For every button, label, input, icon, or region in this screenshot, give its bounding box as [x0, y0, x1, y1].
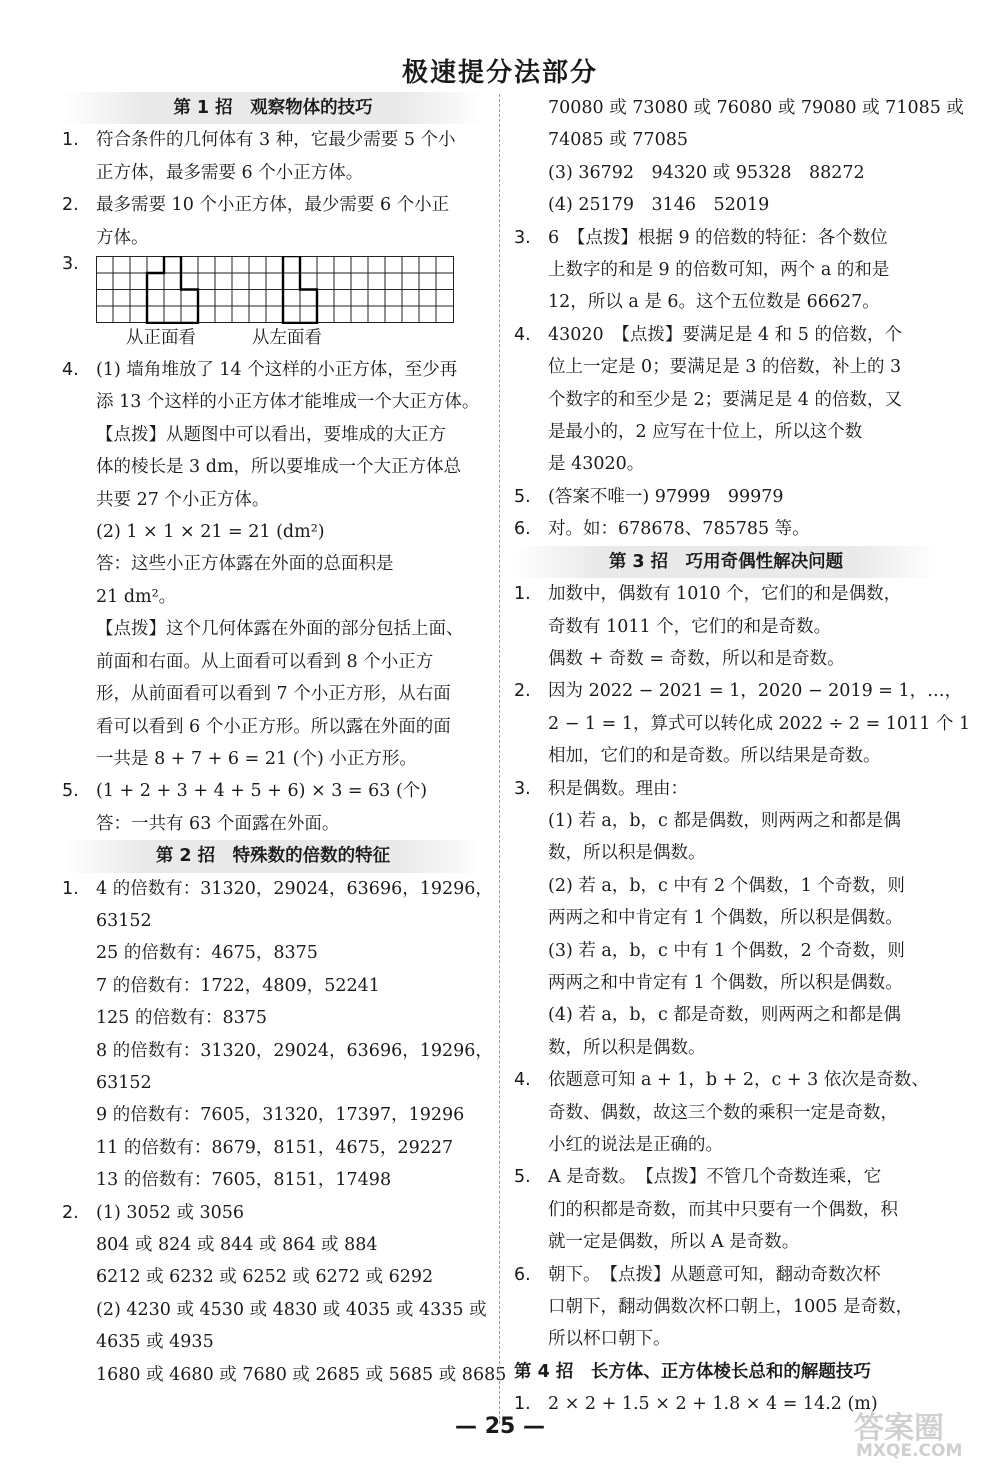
hint-line: 形，从前面看可以看到 7 个小正方形，从右面 [96, 684, 451, 705]
answer-line: (1) 若 a，b，c 都是偶数，则两两之和都是偶 [548, 810, 901, 831]
question-number: 4. [514, 1070, 531, 1091]
question-number: 4. [62, 360, 79, 381]
answer-line: 4 的倍数有：31320，29024，63696，19296， [96, 878, 493, 899]
answer-line: 8 的倍数有：31320，29024，63696，19296， [96, 1040, 493, 1061]
answer-line: 加数中，偶数有 1010 个，它们的和是偶数， [548, 584, 902, 605]
s2-question-2 [62, 1197, 507, 1391]
answer-line: 9 的倍数有：7605，31320，17397，19296 [96, 1105, 465, 1126]
answer-line: (1) 墙角堆放了 14 个这样的小正方体，至少再 [96, 360, 458, 381]
hint-line: 前面和右面。从上面看可以看到 8 个小正方 [96, 651, 434, 672]
question-number: 4. [514, 324, 531, 345]
s1-question-5 [62, 775, 484, 840]
answer-line: 12，所以 a 是 6。这个五位数是 66627。 [548, 292, 880, 313]
answer-line: 125 的倍数有：8375 [96, 1008, 268, 1029]
answer-line: 25 的倍数有：4675，8375 [96, 943, 318, 964]
answer-line: 两两之和中肯定有 1 个偶数，所以积是偶数。 [548, 972, 903, 993]
answer-line: 奇数有 1011 个，它们的和是奇数。 [548, 616, 832, 637]
question-number: 3. [514, 227, 531, 248]
answer-line: (1 + 2 + 3 + 4 + 5 + 6) × 3 = 63 (个) [96, 781, 428, 802]
hint-line: 一共是 8 + 7 + 6 = 21 (个) 小正方形。 [96, 748, 417, 769]
answer-line: 相加，它们的和是奇数。所以结果是奇数。 [548, 746, 881, 767]
answer-line: 4635 或 4935 [96, 1332, 214, 1353]
answer-line: 小红的说法是正确的。 [548, 1135, 723, 1155]
section-heading-3: 第 3 招 巧用奇偶性解决问题 [514, 546, 938, 578]
watermark-url: MXQE.COM [856, 1441, 963, 1461]
hint-line: 共要 27 个小正方体。 [96, 489, 270, 510]
question-number: 2. [514, 681, 531, 702]
question-number: 1. [62, 130, 79, 151]
question-number: 5. [514, 486, 531, 507]
question-number: 5. [62, 781, 79, 802]
s2-question-3 [514, 222, 938, 319]
grid-captions [126, 322, 426, 352]
answer-line: 21 dm²。 [96, 586, 177, 607]
answer-line: 对。如：678678、785785 等。 [548, 519, 810, 540]
s1-question-1 [62, 124, 484, 189]
front-view-caption: 从正面看 [126, 328, 196, 349]
answer-line: 74085 或 77085 [548, 130, 688, 151]
answer-line: (2) 1 × 1 × 21 = 21 (dm²) [96, 522, 325, 543]
answer-line: 11 的倍数有：8679，8151，4675，29227 [96, 1137, 454, 1158]
answer-line: 63152 [96, 910, 152, 931]
answer-line: 数，所以积是偶数。 [548, 1037, 706, 1058]
section-heading-2: 第 2 招 特殊数的倍数的特征 [62, 840, 484, 872]
answer-line: 添 13 个这样的小正方体才能堆成一个大正方体。 [96, 392, 480, 413]
answer-line: 方体。 [96, 227, 149, 248]
answer-line: 2 × 2 + 1.5 × 2 + 1.8 × 4 = 14.2 (m) [548, 1394, 878, 1415]
question-number: 2. [62, 195, 79, 216]
answer-line: (2) 若 a，b，c 中有 2 个偶数，1 个奇数，则 [548, 875, 905, 896]
answer-line: (2) 4230 或 4530 或 4830 或 4035 或 4335 或 [96, 1299, 487, 1320]
question-number: 1. [514, 1394, 531, 1415]
question-number: 2. [62, 1202, 79, 1223]
watermark-logo [850, 1403, 980, 1463]
s2-question-5 [514, 481, 938, 513]
answer-line: 数，所以积是偶数。 [548, 843, 706, 864]
answer-line: 因为 2022 − 2021 = 1，2020 − 2019 = 1，…， [548, 681, 963, 702]
section-heading-4: 第 4 招 长方体、正方体棱长总和的解题技巧 [514, 1361, 871, 1382]
page-title: 极速提分法部分 [401, 58, 598, 88]
hint-line: 【点拨】这个几何体露在外面的部分包括上面、 [96, 619, 464, 640]
answer-line: 6212 或 6232 或 6252 或 6272 或 6292 [96, 1267, 434, 1288]
answer-line: 位上一定是 0；要满足是 3 的倍数，补上的 3 [548, 357, 902, 378]
answer-line: 804 或 824 或 844 或 864 或 884 [96, 1235, 378, 1255]
answer-line: 是 43020。 [548, 454, 645, 475]
s2-question-1 [62, 873, 493, 1197]
answer-line: (答案不唯一) 97999 99979 [548, 486, 784, 507]
answer-line: 70080 或 73080 或 76080 或 79080 或 71085 或 [548, 98, 964, 118]
s3-question-3 [514, 773, 938, 1065]
answer-line: 们的积都是奇数，而其中只要有一个偶数，积 [548, 1199, 898, 1220]
s3-question-2 [514, 675, 971, 772]
answer-line: 所以杯口朝下。 [548, 1329, 671, 1350]
s1-question-2 [62, 189, 484, 254]
answer-line: (1) 3052 或 3056 [96, 1202, 245, 1223]
s1-question-3 [62, 254, 484, 354]
answer-line: 朝下。 【点拨】从题意可知，翻动奇数次杯 [548, 1264, 881, 1285]
s3-question-6 [514, 1259, 938, 1356]
answer-line: 1680 或 4680 或 7680 或 2685 或 5685 或 8685 [96, 1364, 507, 1385]
question-number: 3. [62, 254, 79, 275]
answer-line: 两两之和中肯定有 1 个偶数，所以积是偶数。 [548, 908, 903, 929]
answer-line: 依题意可知 a + 1，b + 2，c + 3 依次是奇数、 [548, 1070, 929, 1091]
answer-line: 是最小的，2 应写在十位上，所以这个数 [548, 422, 863, 443]
s3-question-1 [514, 578, 938, 675]
hint-line: 看可以看到 6 个小正方形。所以露在外面的面 [96, 716, 451, 737]
answer-line: 2 − 1 = 1，算式可以转化成 2022 ÷ 2 = 1011 个 1 [548, 713, 971, 734]
answer-line: 答：这些小正方体露在外面的总面积是 [96, 554, 394, 575]
hint-line: 体的棱长是 3 dm，所以要堆成一个大正方体总 [96, 457, 462, 478]
answer-line: (4) 若 a，b，c 都是奇数，则两两之和都是偶 [548, 1005, 901, 1026]
question-number: 6. [514, 519, 531, 540]
right-column [514, 92, 971, 1421]
left-view-caption: 从左面看 [252, 328, 322, 349]
answer-line: A 是奇数。 【点拨】不管几个奇数连乘，它 [548, 1167, 882, 1188]
question-number: 6. [514, 1264, 531, 1285]
column-divider [499, 94, 500, 1424]
answer-line: 积是偶数。理由： [548, 778, 688, 799]
answer-line: 6 【点拨】根据 9 的倍数的特征：各个数位 [548, 227, 888, 248]
answer-line: 正方体，最多需要 6 个小正方体。 [96, 162, 364, 183]
answer-line: (4) 25179 3146 52019 [548, 195, 770, 216]
answer-line: 13 的倍数有：7605，8151，17498 [96, 1170, 392, 1191]
answer-line: 答：一共有 63 个面露在外面。 [96, 813, 340, 834]
s2-question-2-continued [514, 92, 964, 222]
s3-question-4 [514, 1064, 938, 1161]
answer-line: 奇数、偶数，故这三个数的乘积一定是奇数， [548, 1102, 898, 1123]
s2-question-6 [514, 513, 938, 545]
answer-line: (3) 若 a，b，c 中有 1 个偶数，2 个奇数，则 [548, 940, 905, 961]
answer-line: 偶数 + 奇数 = 奇数，所以和是奇数。 [548, 648, 845, 669]
answer-line: 7 的倍数有：1722，4809，52241 [96, 975, 380, 996]
s3-question-5 [514, 1161, 938, 1258]
answer-line: 口朝下，翻动偶数次杯口朝上，1005 是奇数， [548, 1297, 914, 1318]
answer-line: 最多需要 10 个小正方体，最少需要 6 个小正 [96, 195, 450, 216]
answer-line: (3) 36792 94320 或 95328 88272 [548, 162, 865, 183]
watermark-text: 答案圈 [854, 1411, 944, 1446]
answer-line: 就一定是偶数，所以 A 是奇数。 [548, 1232, 800, 1253]
hint-line: 【点拨】从题图中可以看出，要堆成的大正方 [96, 424, 446, 445]
question-number: 1. [62, 878, 79, 899]
answer-line: 43020 【点拨】要满足是 4 和 5 的倍数，个 [548, 324, 902, 345]
view-grid-figure [96, 256, 456, 324]
page-number: — 25 — [455, 1414, 545, 1439]
section-heading-1: 第 1 招 观察物体的技巧 [62, 92, 484, 124]
left-column [62, 92, 507, 1391]
answer-line: 上数字的和是 9 的倍数可知，两个 a 的和是 [548, 260, 890, 281]
answer-line: 63152 [96, 1072, 152, 1093]
answer-line: 符合条件的几何体有 3 种，它最少需要 5 个小 [96, 130, 456, 151]
question-number: 1. [514, 584, 531, 605]
answer-line: 个数字的和至少是 2；要满足是 4 的倍数，又 [548, 389, 902, 410]
question-number: 5. [514, 1167, 531, 1188]
s2-question-4 [514, 319, 938, 481]
s1-question-4 [62, 354, 484, 775]
question-number: 3. [514, 778, 531, 799]
